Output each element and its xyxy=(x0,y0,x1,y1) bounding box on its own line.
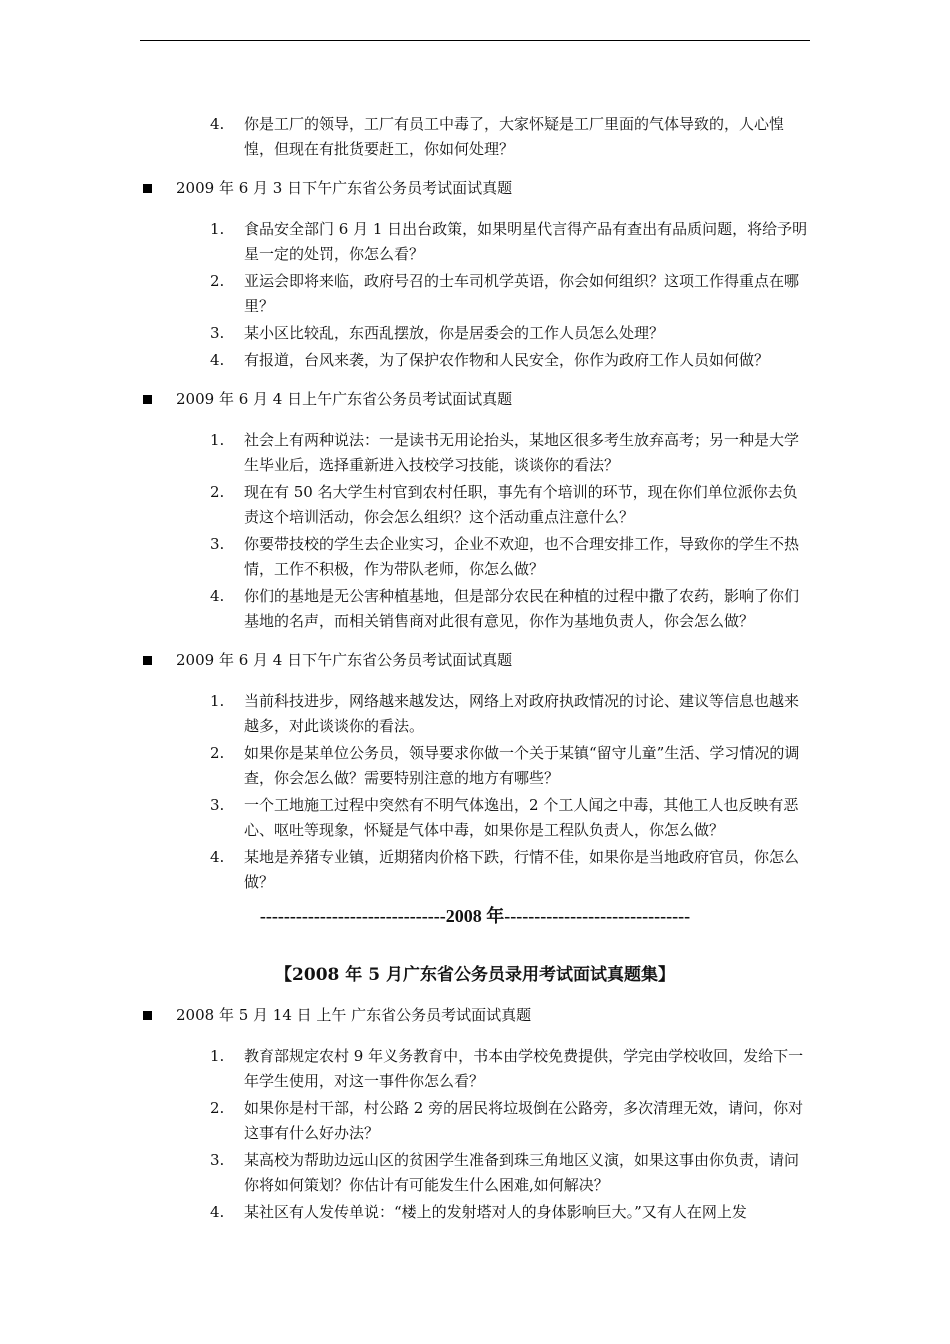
item-text: 一个工地施工过程中突然有不明气体逸出，2 个工人闻之中毒，其他工人也反映有恶心、呕吐等现象，怀疑是气体中毒，如果你是工程队负责人，你怎么做？ xyxy=(244,796,799,839)
item-text: 社会上有两种说法：一是读书无用论抬头，某地区很多考生放弃高考；另一种是大学生毕业后，选择重新进入技校学习技能，谈谈你的看法？ xyxy=(244,431,800,474)
list-item xyxy=(0,1096,810,1146)
item-number: 3. xyxy=(210,324,225,342)
item-number: 4. xyxy=(210,115,225,133)
list-item xyxy=(0,112,810,162)
list-item xyxy=(0,793,810,843)
list-item xyxy=(0,584,810,634)
list-item xyxy=(0,217,810,267)
item-text: 如果你是村干部，村公路 2 旁的居民将垃圾倒在公路旁，多次清理无效，请问，你对这事有什么好办法？ xyxy=(244,1099,804,1142)
item-text: 某高校为帮助边远山区的贫困学生准备到珠三角地区义演，如果这事由你负责，请问你将如何策划？你估计有可能发生什么困难,如何解决？ xyxy=(244,1151,800,1194)
header-rule xyxy=(140,40,810,41)
list-item xyxy=(0,1148,810,1198)
item-number: 3. xyxy=(210,796,225,814)
item-number: 2. xyxy=(210,744,225,762)
item-text: 现在有 50 名大学生村官到农村任职，事先有个培训的环节，现在你们单位派你去负责这个培训活动，你会怎么组织？这个活动重点注意什么？ xyxy=(244,483,798,526)
item-text: 如果你是某单位公务员，领导要求你做一个关于某镇“留守儿童”生活、学习情况的调查，你会怎么做？需要特别注意的地方有哪些？ xyxy=(244,744,800,787)
square-bullet-icon xyxy=(143,656,152,665)
item-number: 2. xyxy=(210,483,225,501)
section-heading xyxy=(0,648,950,673)
section-heading-text: 2009 年 6 月 4 日上午广东省公务员考试面试真题 xyxy=(176,390,513,408)
item-number: 1. xyxy=(210,431,225,449)
item-number: 2. xyxy=(210,1099,225,1117)
item-number: 3. xyxy=(210,1151,225,1169)
section-heading xyxy=(0,1003,950,1028)
item-text: 你是工厂的领导，工厂有员工中毒了，大家怀疑是工厂里面的气体导致的，人心惶惶，但现在有批货要赶工，你如何处理？ xyxy=(244,115,785,158)
list-item xyxy=(0,1200,810,1225)
list-item xyxy=(0,845,810,895)
item-number: 4. xyxy=(210,848,225,866)
item-text: 你要带技校的学生去企业实习，企业不欢迎，也不合理安排工作，导致你的学生不热情，工作不积极，作为带队老师，你怎么做？ xyxy=(244,535,800,578)
square-bullet-icon xyxy=(143,395,152,404)
year-divider: -------------------------------2008 年------------------------------- xyxy=(259,906,691,926)
item-text: 亚运会即将来临，政府号召的士车司机学英语，你会如何组织？这项工作得重点在哪里？ xyxy=(244,272,800,315)
section-heading-text: 2009 年 6 月 4 日下午广东省公务员考试面试真题 xyxy=(176,651,513,669)
section-heading xyxy=(0,176,950,201)
section-heading-text: 2009 年 6 月 3 日下午广东省公务员考试面试真题 xyxy=(176,179,513,197)
section-heading xyxy=(0,387,950,412)
item-text: 你们的基地是无公害种植基地，但是部分农民在种植的过程中撒了农药，影响了你们基地的名声，而相关销售商对此很有意见，你作为基地负责人，你会怎么做？ xyxy=(244,587,800,630)
list-item xyxy=(0,269,810,319)
item-text: 教育部规定农村 9 年义务教育中，书本由学校免费提供，学完由学校收回，发给下一年学生使用，对这一事件你怎么看？ xyxy=(244,1047,804,1090)
item-number: 3. xyxy=(210,535,225,553)
square-bullet-icon xyxy=(143,1011,152,1020)
item-number: 4. xyxy=(210,587,225,605)
item-text: 某社区有人发传单说：“楼上的发射塔对人的身体影响巨大。”又有人在网上发 xyxy=(244,1203,747,1221)
item-number: 1. xyxy=(210,692,225,710)
document-body xyxy=(0,112,950,1227)
collection-title: 【2008 年 5 月广东省公务员录用考试面试真题集】 xyxy=(275,965,675,985)
item-number: 1. xyxy=(210,220,225,238)
item-number: 2. xyxy=(210,272,225,290)
list-item xyxy=(0,428,810,478)
item-text: 当前科技进步，网络越来越发达，网络上对政府执政情况的讨论、建议等信息也越来越多，对此谈谈你的看法。 xyxy=(244,692,800,735)
list-item xyxy=(0,321,810,346)
item-number: 1. xyxy=(210,1047,225,1065)
list-item xyxy=(0,348,810,373)
list-item xyxy=(0,532,810,582)
item-text: 某小区比较乱，东西乱摆放，你是居委会的工作人员怎么处理？ xyxy=(244,324,665,342)
section-heading-text: 2008 年 5 月 14 日 上午 广东省公务员考试面试真题 xyxy=(176,1006,532,1024)
item-text: 有报道，台风来袭，为了保护农作物和人民安全，你作为政府工作人员如何做？ xyxy=(244,351,770,369)
item-text: 食品安全部门 6 月 1 日出台政策，如果明星代言得产品有查出有品质问题，将给予明星一定的处罚，你怎么看？ xyxy=(244,220,808,263)
square-bullet-icon xyxy=(143,184,152,193)
list-item xyxy=(0,689,810,739)
list-item xyxy=(0,1044,810,1094)
item-number: 4. xyxy=(210,351,225,369)
list-item xyxy=(0,741,810,791)
list-item xyxy=(0,480,810,530)
item-text: 某地是养猪专业镇，近期猪肉价格下跌，行情不佳，如果你是当地政府官员，你怎么做？ xyxy=(244,848,800,891)
item-number: 4. xyxy=(210,1203,225,1221)
